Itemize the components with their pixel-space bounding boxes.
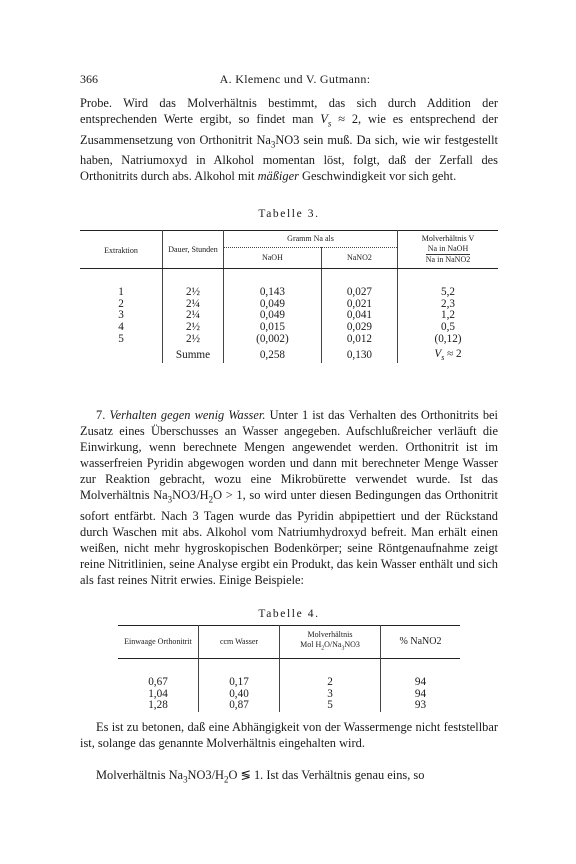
col-extraktion: Extraktion — [80, 231, 163, 269]
col-wasser: ccm Wasser — [199, 626, 280, 659]
col-mol-formula: Mol $H_2O/Na_3NO3$ — [300, 640, 360, 652]
table-3 — [80, 230, 498, 363]
col-molverhaeltnis — [398, 231, 499, 269]
summe-naoh: 0,258 — [224, 346, 322, 364]
cell-nano2: 0,029 — [321, 322, 397, 334]
cell-pct: 94 — [414, 676, 427, 688]
cell-nano2: 0,027 — [321, 287, 397, 299]
cell-nano2: 0,041 — [321, 310, 397, 322]
col-gramm-na: Gramm Na als — [224, 231, 398, 248]
summe-nano2: 0,130 — [321, 346, 397, 364]
table-row — [118, 689, 460, 701]
col-nano2: NaNO2 — [321, 248, 397, 269]
running-title: A. Klemenc und V. Gutmann: — [219, 72, 371, 86]
cell-naoh: 0,049 — [224, 299, 322, 311]
cell-einwaage: 1,04 — [118, 689, 199, 701]
cell-dauer: 2½ — [163, 322, 224, 334]
cell-extraktion: 2 — [80, 299, 163, 311]
cell-wasser: 0,17 — [199, 677, 280, 689]
cell-dauer: 2½ — [163, 334, 224, 346]
cell-naoh: 0,049 — [224, 310, 322, 322]
cell-nano2: 0,012 — [321, 334, 397, 346]
cell-mol: 5 — [280, 700, 381, 712]
cell-extraktion: 3 — [80, 310, 163, 322]
cell-v: 5,2 — [441, 286, 455, 298]
table-4 — [118, 625, 460, 712]
paragraph-section-7: 7. Verhalten gegen wenig Wasser. Unter 1 ist das Verhalten des Orthonitrits bei Zusatz eines Überschusses an Wasser angegeben. Aufschlußreicher verläuft die Einwirkung, wenn berechnete Mengen angewendet werden. Orthonitrit ist im wasserfreien Pyridin abgewogen worden und dann mit berechneter Menge Wasser zur Reaktion gebracht, wozu eine Mikrobürette verwendet wurde. Ist das Molverhältnis $Na_3NO3/H_2O > 1$, so wird unter diesen Bedingungen das Orthonitrit sofort entfärbt. Nach 3 Tagen wurde das Pyridin abpipettiert und der Rückstand durch Waschen mit abs. Alkohol vom Natriumhydroxyd befreit. Man erhält einen weißen, nicht mehr hygroskopischen Bodenkörper; seine Röntgenaufnahme zeigt reine Nitritlinien, seine Analyse ergibt ein Produkt, das kein Wasser enthält und sich als fast reines Nitrit erwies. Einige Beispiele: — [80, 408, 499, 588]
col-molverhaeltnis-4-label: Molverhältnis — [307, 630, 353, 640]
cell-extraktion: 4 — [80, 322, 163, 334]
table-row — [80, 287, 498, 299]
col-nano2-pct: % NaNO2 — [399, 636, 442, 647]
cell-wasser: 0,87 — [199, 700, 280, 712]
col-molverhaeltnis-4 — [280, 626, 381, 659]
cell-extraktion: 5 — [80, 334, 163, 346]
table-row-summe — [80, 346, 498, 364]
paragraph-molverhaeltnis: Molverhältnis $Na_3NO3/H_2O$ ≶ 1. Ist das Verhältnis genau eins, so — [96, 768, 425, 785]
cell-naoh: (0,002) — [224, 334, 322, 346]
table-3-body — [80, 269, 498, 364]
table-3-caption: Tabelle 3. — [258, 208, 320, 220]
summe-v: $V_s \approx 2$ — [434, 347, 462, 362]
cell-naoh: 0,143 — [224, 287, 322, 299]
cell-wasser: 0,40 — [199, 689, 280, 701]
running-header — [80, 72, 510, 88]
table-row — [118, 700, 460, 712]
cell-pct: 93 — [414, 699, 427, 712]
cell-dauer: 2½ — [163, 287, 224, 299]
summe-label: Summe — [163, 346, 224, 364]
cell-einwaage: 1,28 — [118, 700, 199, 712]
cell-v: 1,2 — [441, 309, 455, 322]
col-einwaage: Einwaage Orthonitrit — [118, 626, 199, 659]
cell-einwaage: 0,67 — [118, 677, 199, 689]
col-naoh: NaOH — [224, 248, 322, 269]
cell-extraktion: 1 — [80, 287, 163, 299]
frac-bottom: Na in NaNO2 — [425, 255, 471, 264]
cell-mol: 3 — [280, 689, 381, 701]
cell-v: (0,12) — [434, 332, 462, 345]
cell-naoh: 0,015 — [224, 322, 322, 334]
table-row — [80, 334, 498, 346]
cell-nano2: 0,021 — [321, 299, 397, 311]
table-4-caption: Tabelle 4. — [258, 608, 320, 620]
table-row — [80, 299, 498, 311]
frac-top: Na in NaOH — [427, 244, 469, 253]
paragraph-probe: Probe. Wird das Molverhältnis bestimmt, das sich durch Addition der entsprechenden Werte ergibt, so findet man $V_s \approx 2$, wie es entsprechend der Zusammensetzung von Orthonitrit $Na_3NO3$ sein muß. Da sich, wie wir festgestellt haben, Natriumoxyd in Alkohol momentan löst, folgt, daß der Zerfall des Orthonitrits durch abs. Alkohol mit mäßiger Geschwindigkeit vor sich geht. — [80, 96, 498, 184]
cell-v: 2,3 — [441, 297, 455, 310]
col-dauer-label: Dauer, Stunden — [168, 244, 218, 254]
paragraph-betonen: Es ist zu betonen, daß eine Abhängigkeit von der Wassermenge nicht feststellbar ist, solange das genannte Molverhältnis eingehalten wird. — [80, 720, 498, 751]
page-number: 366 — [80, 72, 98, 86]
cell-v: 0,5 — [441, 321, 455, 334]
table-4-body — [118, 659, 460, 713]
summe-spacer — [80, 346, 163, 364]
cell-pct: 94 — [414, 687, 427, 700]
cell-dauer: 2¼ — [163, 310, 224, 322]
cell-mol: 2 — [280, 677, 381, 689]
table-row — [80, 310, 498, 322]
col-dauer — [163, 231, 224, 269]
cell-dauer: 2¼ — [163, 299, 224, 311]
molverhaeltnis-label: Molverhältnis V — [421, 234, 475, 243]
table-row — [118, 677, 460, 689]
